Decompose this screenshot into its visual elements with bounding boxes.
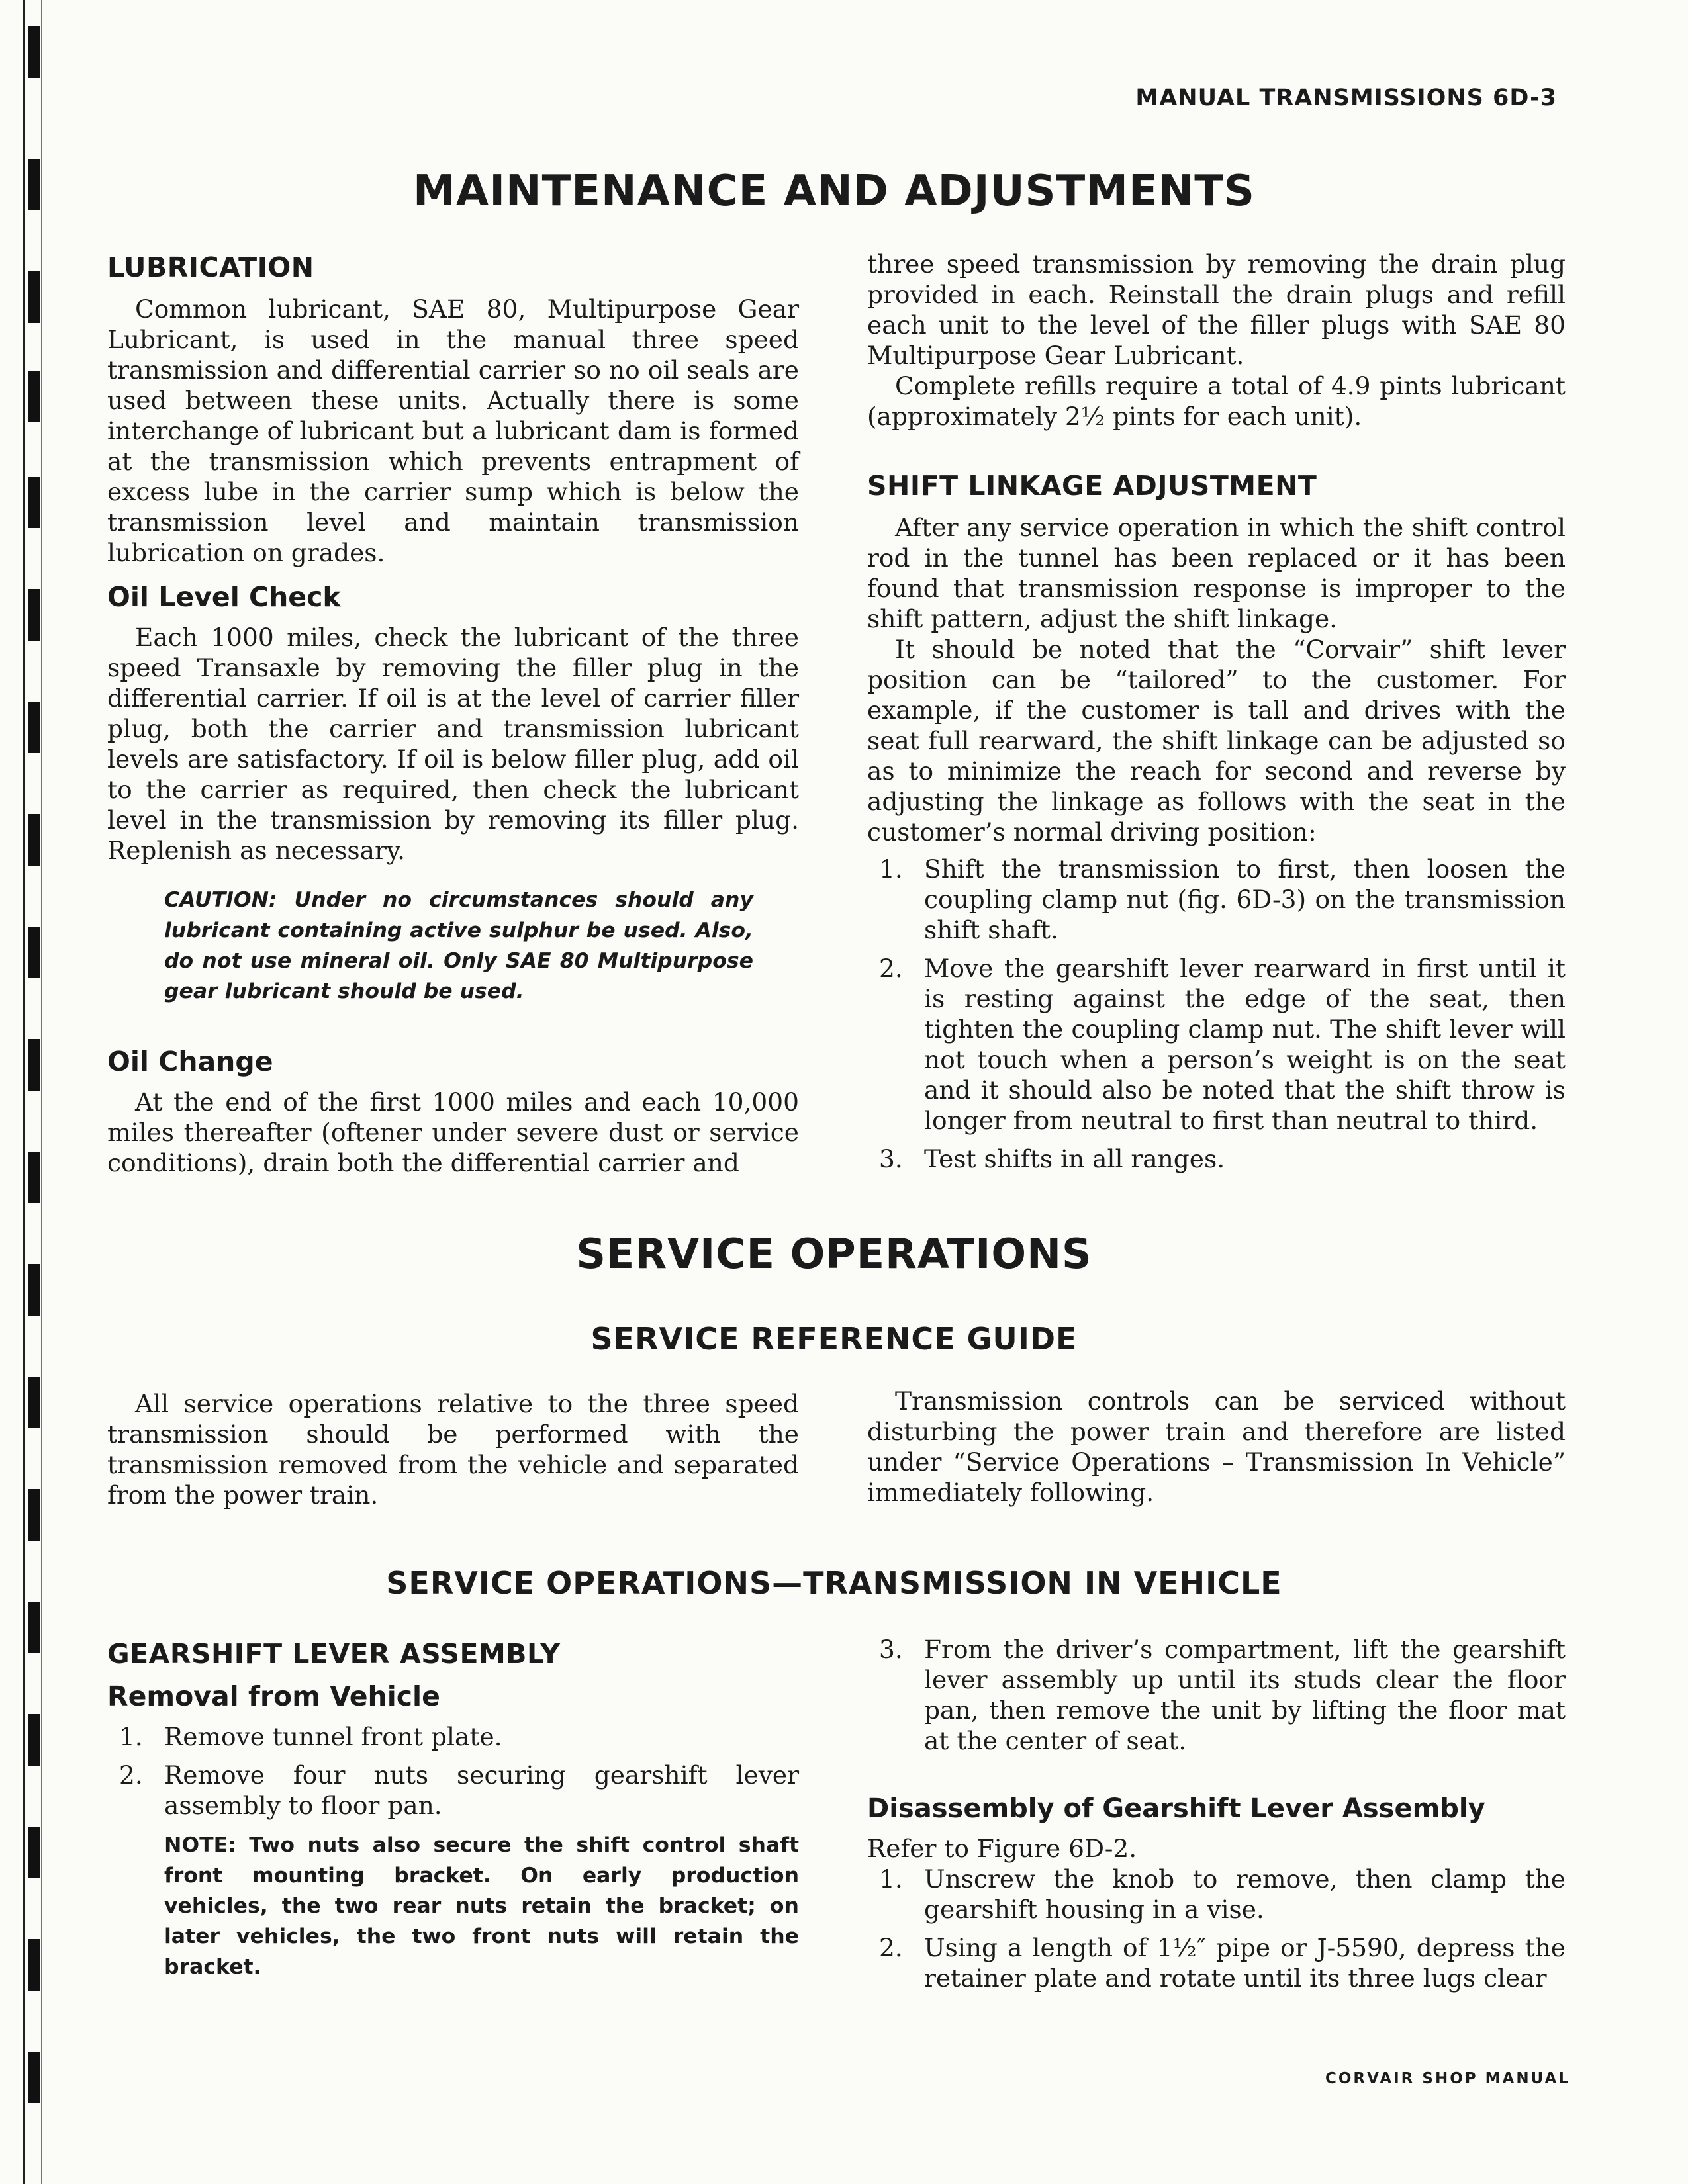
disassembly-section (867, 1794, 1566, 2001)
note-text: NOTE: Two nuts also secure the shift control shaft front mounting bracket. On early production vehicles, the two rear nuts retain the bracket; on later vehicles, the two front nuts will retain the bracket. (164, 1833, 799, 1979)
heading-reference-guide: SERVICE REFERENCE GUIDE (590, 1321, 1078, 1357)
disassembly-steps (867, 1864, 1566, 1993)
binding-mark (28, 2052, 40, 2103)
shift-linkage-section (867, 470, 1566, 1182)
step-text: Remove tunnel front plate. (164, 1722, 502, 1751)
step-text: Test shifts in all ranges. (924, 1144, 1225, 1173)
binding-mark (28, 1039, 40, 1091)
binding-mark (28, 371, 40, 422)
list-item (867, 1634, 1566, 1756)
heading-shift-linkage: SHIFT LINKAGE ADJUSTMENT (867, 470, 1317, 502)
heading-gearshift-lever: GEARSHIFT LEVER ASSEMBLY (107, 1638, 561, 1670)
binding-mark (28, 1827, 40, 1878)
lubrication-section (107, 251, 799, 568)
binding-mark (28, 271, 40, 323)
removal-continued (867, 1634, 1566, 1764)
binding-mark (28, 159, 40, 210)
step-number: 1. (879, 854, 903, 884)
heading-in-vehicle: SERVICE OPERATIONS—TRANSMISSION IN VEHICLE (386, 1565, 1282, 1601)
list-item (867, 1864, 1566, 1925)
section-title-maintenance: MAINTENANCE AND ADJUSTMENTS (413, 167, 1255, 216)
step-number: 3. (879, 1144, 903, 1173)
reference-guide-right-text: Transmission controls can be serviced without disturbing the power train and therefore are listed under “Service Operations – Transmission In Vehicle” immediately following. (867, 1387, 1566, 1507)
heading-removal: Removal from Vehicle (107, 1680, 440, 1712)
removal-steps-continued (867, 1634, 1566, 1756)
footer-manual-title: CORVAIR SHOP MANUAL (1325, 2070, 1570, 2087)
step-number: 1. (879, 1864, 903, 1893)
oil-change-text: At the end of the first 1000 miles and each 10,000 miles thereafter (oftener under severe dust or service conditions), drain both the differential carrier and (107, 1087, 799, 1177)
heading-oil-level-check: Oil Level Check (107, 581, 341, 613)
heading-lubrication: LUBRICATION (107, 251, 314, 283)
binding-mark (28, 702, 40, 753)
step-number: 2. (879, 1933, 903, 1962)
list-item (107, 1760, 799, 1821)
step-number: 2. (879, 954, 903, 983)
binding-mark (28, 1489, 40, 1541)
binding-mark (28, 1602, 40, 1653)
oil-change-continued (867, 249, 1566, 432)
disassembly-ref: Refer to Figure 6D-2. (867, 1834, 1137, 1863)
list-item (107, 1721, 799, 1752)
running-head: MANUAL TRANSMISSIONS 6D-3 (1135, 85, 1557, 111)
binding-rule-thin (41, 0, 42, 2184)
list-item (867, 1144, 1566, 1174)
oil-level-check-section (107, 581, 799, 866)
reference-guide-right (867, 1386, 1566, 1508)
step-number: 3. (879, 1635, 903, 1664)
binding-mark (28, 589, 40, 641)
heading-disassembly: Disassembly of Gearshift Lever Assembly (867, 1794, 1485, 1824)
binding-rule (23, 0, 25, 2184)
binding-mark (28, 1714, 40, 1766)
caution-box (164, 885, 753, 1007)
binding-mark (28, 1152, 40, 1203)
lubrication-text: Common lubricant, SAE 80, Multipurpose Gear Lubricant, is used in the manual three speed transmission and differential carrier so no oil seals are used between these units. Actually there is some interchange of lubricant but a lubricant dam is formed at the transmission which prevents entrapment of excess lube in the carrier sump which is below the transmission level and maintain transmission lubrication on grades. (107, 295, 799, 567)
reference-guide-left (107, 1388, 799, 1510)
binding-edge (0, 0, 60, 2184)
step-text: Remove four nuts securing gearshift lever assembly to floor pan. (164, 1760, 799, 1820)
section-title-service: SERVICE OPERATIONS (576, 1230, 1092, 1278)
step-number: 2. (119, 1760, 143, 1790)
binding-mark (28, 1377, 40, 1428)
binding-mark (28, 1939, 40, 1991)
step-number: 1. (119, 1722, 143, 1751)
caution-text: CAUTION: Under no circumstances should any lubricant containing active sulphur be used. Also, do not use mineral oil. Only SAE 80 Multipurpose gear lubricant should be used. (164, 888, 753, 1003)
step-text: Move the gearshift lever rearward in first until it is resting against the edge of the seat, then tighten the coupling clamp nut. The shift lever will not touch when a person’s weight is on the seat and it should also be noted that the shift throw is longer from neutral to first than neutral to third. (924, 954, 1566, 1135)
step-text: Using a length of 1½″ pipe or J-5590, depress the retainer plate and rotate until its three lugs clear (924, 1933, 1566, 1993)
shift-linkage-steps (867, 854, 1566, 1174)
oil-level-check-text: Each 1000 miles, check the lubricant of the three speed Transaxle by removing the filler plug in the differential carrier. If oil is at the level of carrier filler plug, both the carrier and transmission lubricant levels are satisfactory. If oil is below filler plug, add oil to the carrier as required, then check the lubricant level in the transmission by removing its filler plug. Replenish as necessary. (107, 623, 799, 865)
oil-change-section (107, 1046, 799, 1178)
list-item (867, 953, 1566, 1136)
step-text: From the driver’s compartment, lift the gearshift lever assembly up until its studs clear the floor pan, then remove the unit by lifting the floor mat at the center of seat. (924, 1635, 1566, 1755)
binding-mark (28, 477, 40, 528)
removal-steps (107, 1721, 799, 1821)
list-item (867, 854, 1566, 945)
oil-change-continued-text: three speed transmission by removing the drain plug provided in each. Reinstall the drain plugs and refill each unit to the level of the filler plugs with SAE 80 Multipurpose Gear Lubricant. (867, 250, 1566, 370)
binding-mark (28, 1264, 40, 1316)
binding-mark (28, 814, 40, 866)
reference-guide-left-text: All service operations relative to the three speed transmission should be performed with the transmission removed from the vehicle and separated from the power train. (107, 1389, 799, 1510)
note-box (107, 1830, 799, 1982)
shift-linkage-note: It should be noted that the “Corvair” shift lever position can be “tailored” to the customer. For example, if the customer is tall and drives with the seat full rearward, the shift linkage can be adjusted so as to minimize the reach for second and reverse by adjusting the linkage as follows with the seat in the customer’s normal driving position: (867, 635, 1566, 846)
binding-mark (28, 927, 40, 978)
step-text: Unscrew the knob to remove, then clamp the gearshift housing in a vise. (924, 1864, 1566, 1924)
gearshift-lever-section (107, 1638, 799, 1982)
shift-linkage-intro: After any service operation in which the shift control rod in the tunnel has been replaced or it has been found that transmission response is improper to the shift pattern, adjust the shift linkage. (867, 513, 1566, 633)
heading-oil-change: Oil Change (107, 1046, 273, 1077)
binding-mark (28, 26, 40, 78)
list-item (867, 1933, 1566, 1993)
step-text: Shift the transmission to first, then loosen the coupling clamp nut (fig. 6D-3) on the transmission shift shaft. (924, 854, 1566, 944)
oil-change-refill-text: Complete refills require a total of 4.9 pints lubricant (approximately 2½ pints for each unit). (867, 371, 1566, 431)
